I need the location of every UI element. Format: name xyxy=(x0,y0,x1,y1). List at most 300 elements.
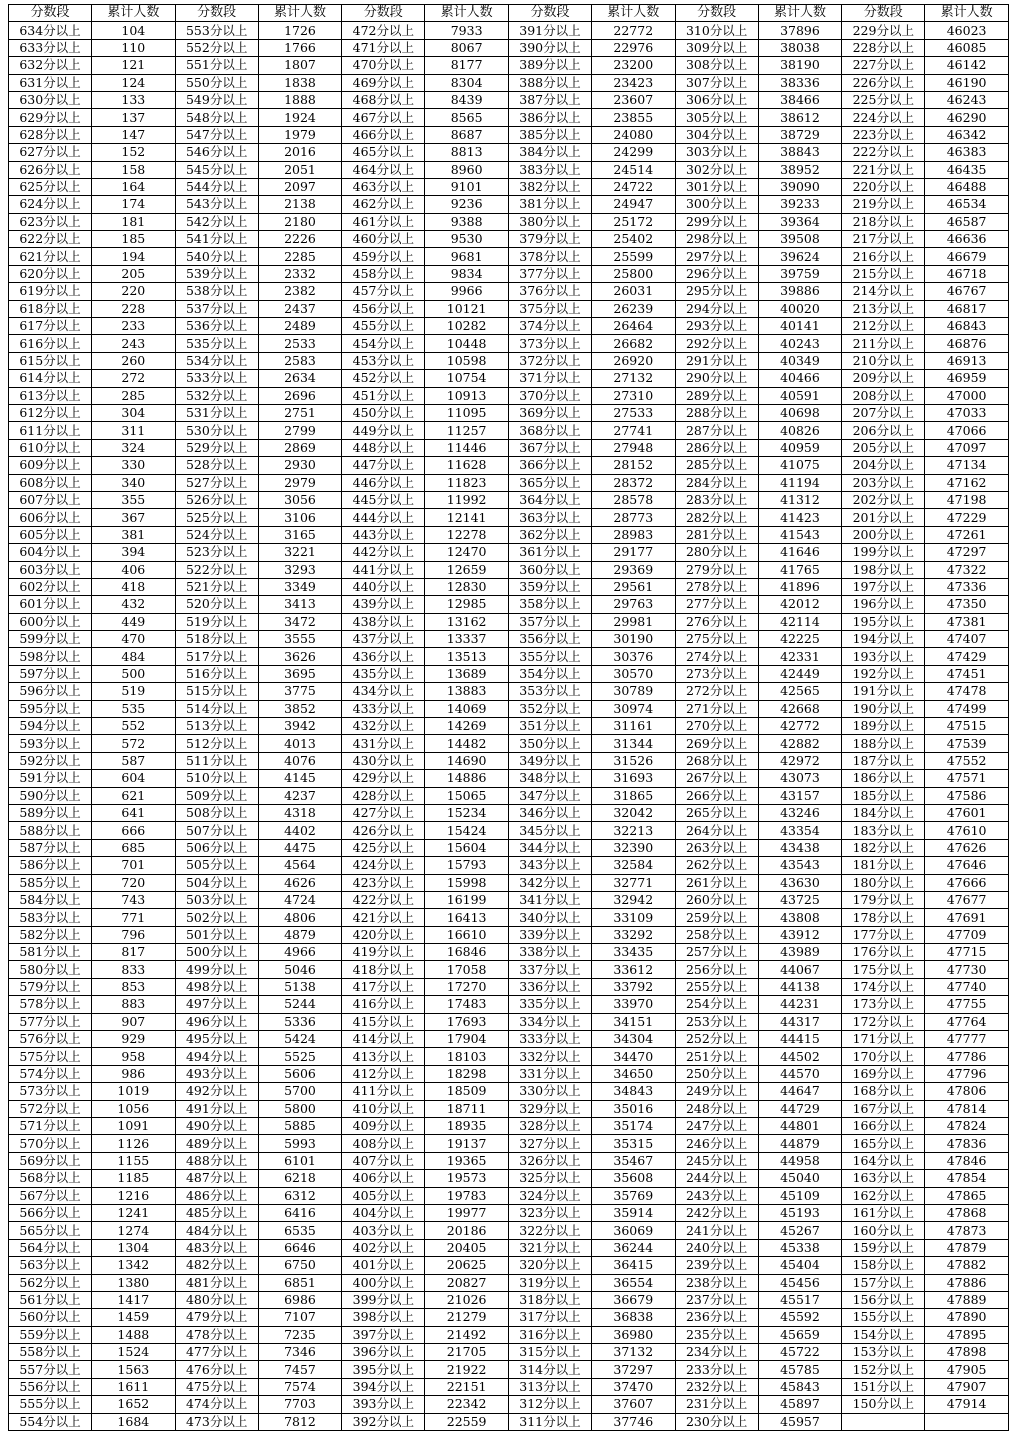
cumulative-count-cell: 22976 xyxy=(591,39,675,56)
score-segment-cell: 376分以上 xyxy=(508,283,591,300)
score-segment-cell: 265分以上 xyxy=(675,804,758,821)
score-segment-cell: 625分以上 xyxy=(9,178,92,195)
score-segment-cell: 386分以上 xyxy=(508,109,591,126)
score-segment-cell: 285分以上 xyxy=(675,457,758,474)
score-segment-cell: 590分以上 xyxy=(9,787,92,804)
score-segment-cell: 201分以上 xyxy=(842,509,925,526)
cumulative-count-cell: 38336 xyxy=(758,74,842,91)
score-segment-cell: 251分以上 xyxy=(675,1048,758,1065)
score-segment-cell: 407分以上 xyxy=(342,1152,425,1169)
cumulative-count-cell: 220 xyxy=(92,283,176,300)
score-segment-cell: 488分以上 xyxy=(175,1152,258,1169)
score-segment-cell: 542分以上 xyxy=(175,213,258,230)
cumulative-count-cell: 39233 xyxy=(758,196,842,213)
cumulative-count-cell: 6750 xyxy=(258,1257,342,1274)
score-segment-cell: 339分以上 xyxy=(508,926,591,943)
score-segment-cell: 457分以上 xyxy=(342,283,425,300)
cumulative-count-cell: 45267 xyxy=(758,1222,842,1239)
score-segment-cell: 545分以上 xyxy=(175,161,258,178)
score-segment-cell: 502分以上 xyxy=(175,909,258,926)
cumulative-count-cell: 185 xyxy=(92,231,176,248)
score-segment-cell: 603分以上 xyxy=(9,561,92,578)
cumulative-count-cell: 8439 xyxy=(425,91,509,108)
cumulative-count-cell: 28983 xyxy=(591,526,675,543)
cumulative-count-cell: 40959 xyxy=(758,439,842,456)
score-segment-cell: 324分以上 xyxy=(508,1187,591,1204)
table-row xyxy=(9,404,1009,421)
cumulative-count-cell: 13689 xyxy=(425,665,509,682)
cumulative-count-cell: 26031 xyxy=(591,283,675,300)
cumulative-count-cell: 47882 xyxy=(925,1257,1009,1274)
table-row xyxy=(9,22,1009,39)
score-segment-cell: 490分以上 xyxy=(175,1118,258,1135)
score-segment-cell: 272分以上 xyxy=(675,683,758,700)
cumulative-count-cell: 46913 xyxy=(925,352,1009,369)
score-segment-cell: 472分以上 xyxy=(342,22,425,39)
cumulative-count-cell: 958 xyxy=(92,1048,176,1065)
cumulative-count-cell: 17270 xyxy=(425,978,509,995)
score-segment-cell: 225分以上 xyxy=(842,91,925,108)
score-segment-cell: 418分以上 xyxy=(342,961,425,978)
score-segment-cell: 214分以上 xyxy=(842,283,925,300)
cumulative-count-cell: 31161 xyxy=(591,718,675,735)
cumulative-count-cell: 34650 xyxy=(591,1065,675,1082)
cumulative-count-cell: 14069 xyxy=(425,700,509,717)
table-row xyxy=(9,944,1009,961)
score-segment-cell: 392分以上 xyxy=(342,1413,425,1430)
score-segment-cell: 561分以上 xyxy=(9,1291,92,1308)
cumulative-count-cell: 8565 xyxy=(425,109,509,126)
cumulative-count-cell: 14482 xyxy=(425,735,509,752)
cumulative-count-cell: 38038 xyxy=(758,39,842,56)
cumulative-count-cell: 47677 xyxy=(925,891,1009,908)
score-segment-cell: 618分以上 xyxy=(9,300,92,317)
score-segment-cell: 380分以上 xyxy=(508,213,591,230)
cumulative-count-cell: 2382 xyxy=(258,283,342,300)
score-segment-cell: 253分以上 xyxy=(675,1013,758,1030)
score-segment-cell: 453分以上 xyxy=(342,352,425,369)
score-segment-cell: 575分以上 xyxy=(9,1048,92,1065)
cumulative-count-cell: 46190 xyxy=(925,74,1009,91)
table-row xyxy=(9,596,1009,613)
score-segment-cell: 585分以上 xyxy=(9,874,92,891)
table-row xyxy=(9,491,1009,508)
score-segment-cell: 390分以上 xyxy=(508,39,591,56)
score-segment-cell: 200分以上 xyxy=(842,526,925,543)
cumulative-count-cell: 47715 xyxy=(925,944,1009,961)
cumulative-count-cell: 7235 xyxy=(258,1326,342,1343)
cumulative-count-cell: 7812 xyxy=(258,1413,342,1430)
cumulative-count-cell: 701 xyxy=(92,857,176,874)
score-segment-cell: 516分以上 xyxy=(175,665,258,682)
score-segment-cell: 277分以上 xyxy=(675,596,758,613)
score-segment-cell: 284分以上 xyxy=(675,474,758,491)
score-segment-cell: 532分以上 xyxy=(175,387,258,404)
score-segment-cell: 608分以上 xyxy=(9,474,92,491)
score-segment-cell: 188分以上 xyxy=(842,735,925,752)
table-row xyxy=(9,1013,1009,1030)
cumulative-count-cell: 1888 xyxy=(258,91,342,108)
score-segment-cell: 413分以上 xyxy=(342,1048,425,1065)
cumulative-count-cell: 46843 xyxy=(925,318,1009,335)
cumulative-count-cell: 2016 xyxy=(258,144,342,161)
score-segment-cell: 313分以上 xyxy=(508,1378,591,1395)
score-segment-cell: 595分以上 xyxy=(9,700,92,717)
score-segment-cell: 555分以上 xyxy=(9,1396,92,1413)
score-segment-cell: 559分以上 xyxy=(9,1326,92,1343)
cumulative-count-cell: 45722 xyxy=(758,1344,842,1361)
score-segment-cell: 152分以上 xyxy=(842,1361,925,1378)
cumulative-count-cell: 43073 xyxy=(758,770,842,787)
score-segment-cell: 447分以上 xyxy=(342,457,425,474)
score-segment-cell: 341分以上 xyxy=(508,891,591,908)
score-segment-cell: 412分以上 xyxy=(342,1065,425,1082)
cumulative-count-cell: 152 xyxy=(92,144,176,161)
score-segment-cell: 267分以上 xyxy=(675,770,758,787)
table-row xyxy=(9,1274,1009,1291)
cumulative-count-cell: 43630 xyxy=(758,874,842,891)
cumulative-count-cell: 27310 xyxy=(591,387,675,404)
cumulative-count-cell: 45957 xyxy=(758,1413,842,1430)
cumulative-count-cell: 2138 xyxy=(258,196,342,213)
cumulative-count-cell: 23607 xyxy=(591,91,675,108)
cumulative-count-cell: 8960 xyxy=(425,161,509,178)
score-segment-cell: 601分以上 xyxy=(9,596,92,613)
score-segment-cell: 274分以上 xyxy=(675,648,758,665)
cumulative-count-cell: 4145 xyxy=(258,770,342,787)
cumulative-count-cell: 18298 xyxy=(425,1065,509,1082)
score-segment-cell: 314分以上 xyxy=(508,1361,591,1378)
score-segment-cell: 565分以上 xyxy=(9,1222,92,1239)
cumulative-count-cell: 37132 xyxy=(591,1344,675,1361)
cumulative-count-cell: 25599 xyxy=(591,248,675,265)
cumulative-count-cell: 9681 xyxy=(425,248,509,265)
score-segment-cell: 416分以上 xyxy=(342,996,425,1013)
cumulative-count-cell: 32390 xyxy=(591,839,675,856)
score-segment-cell: 370分以上 xyxy=(508,387,591,404)
score-segment-cell: 240分以上 xyxy=(675,1239,758,1256)
table-row xyxy=(9,422,1009,439)
score-segment-cell: 442分以上 xyxy=(342,544,425,561)
cumulative-count-cell: 47889 xyxy=(925,1291,1009,1308)
score-segment-cell: 426分以上 xyxy=(342,822,425,839)
cumulative-count-cell: 34470 xyxy=(591,1048,675,1065)
score-segment-cell: 242分以上 xyxy=(675,1204,758,1221)
score-segment-cell: 169分以上 xyxy=(842,1065,925,1082)
cumulative-count-cell: 16846 xyxy=(425,944,509,961)
cumulative-count-cell: 19977 xyxy=(425,1204,509,1221)
cumulative-count-cell: 22772 xyxy=(591,22,675,39)
score-segment-cell: 353分以上 xyxy=(508,683,591,700)
score-segment-cell: 484分以上 xyxy=(175,1222,258,1239)
cumulative-count-cell: 2285 xyxy=(258,248,342,265)
table-row xyxy=(9,1344,1009,1361)
score-segment-cell: 521分以上 xyxy=(175,578,258,595)
score-segment-cell: 446分以上 xyxy=(342,474,425,491)
cumulative-count-cell: 36838 xyxy=(591,1309,675,1326)
score-segment-cell: 486分以上 xyxy=(175,1187,258,1204)
cumulative-count-cell: 47162 xyxy=(925,474,1009,491)
table-row xyxy=(9,39,1009,56)
cumulative-count-cell: 6986 xyxy=(258,1291,342,1308)
score-segment-cell: 282分以上 xyxy=(675,509,758,526)
cumulative-count-cell: 42225 xyxy=(758,631,842,648)
score-segment-cell: 281分以上 xyxy=(675,526,758,543)
cumulative-count-cell: 35914 xyxy=(591,1204,675,1221)
score-segment-cell xyxy=(842,1413,925,1430)
cumulative-count-cell: 40243 xyxy=(758,335,842,352)
score-segment-cell: 268分以上 xyxy=(675,752,758,769)
cumulative-count-cell: 28152 xyxy=(591,457,675,474)
cumulative-count-cell: 833 xyxy=(92,961,176,978)
score-segment-cell: 335分以上 xyxy=(508,996,591,1013)
score-segment-cell: 537分以上 xyxy=(175,300,258,317)
score-segment-cell: 291分以上 xyxy=(675,352,758,369)
table-row xyxy=(9,1222,1009,1239)
cumulative-count-cell: 43989 xyxy=(758,944,842,961)
score-segment-cell: 562分以上 xyxy=(9,1274,92,1291)
cumulative-count-cell: 47229 xyxy=(925,509,1009,526)
score-segment-cell: 404分以上 xyxy=(342,1204,425,1221)
cumulative-count-cell: 929 xyxy=(92,1031,176,1048)
score-segment-cell: 213分以上 xyxy=(842,300,925,317)
table-row xyxy=(9,1239,1009,1256)
score-segment-cell: 401分以上 xyxy=(342,1257,425,1274)
cumulative-count-cell: 29763 xyxy=(591,596,675,613)
cumulative-count-cell: 16610 xyxy=(425,926,509,943)
score-segment-cell: 221分以上 xyxy=(842,161,925,178)
cumulative-count-cell: 38466 xyxy=(758,91,842,108)
score-segment-cell: 473分以上 xyxy=(175,1413,258,1430)
cumulative-count-cell: 367 xyxy=(92,509,176,526)
score-segment-cell: 440分以上 xyxy=(342,578,425,595)
score-segment-cell: 290分以上 xyxy=(675,370,758,387)
cumulative-count-cell: 43725 xyxy=(758,891,842,908)
cumulative-count-cell: 4402 xyxy=(258,822,342,839)
cumulative-count-cell: 3472 xyxy=(258,613,342,630)
cumulative-count-cell: 5800 xyxy=(258,1100,342,1117)
header-cell-segment: 分数段 xyxy=(175,5,258,22)
cumulative-count-cell: 8813 xyxy=(425,144,509,161)
score-segment-cell: 252分以上 xyxy=(675,1031,758,1048)
cumulative-count-cell: 28372 xyxy=(591,474,675,491)
score-segment-cell: 379分以上 xyxy=(508,231,591,248)
table-row xyxy=(9,1326,1009,1343)
cumulative-count-cell: 43912 xyxy=(758,926,842,943)
score-segment-cell: 346分以上 xyxy=(508,804,591,821)
cumulative-count-cell: 6101 xyxy=(258,1152,342,1169)
cumulative-count-cell: 5606 xyxy=(258,1065,342,1082)
cumulative-count-cell: 7107 xyxy=(258,1309,342,1326)
header-row xyxy=(9,5,1009,22)
score-segment-cell: 504分以上 xyxy=(175,874,258,891)
score-segment-cell: 452分以上 xyxy=(342,370,425,387)
score-segment-cell: 417分以上 xyxy=(342,978,425,995)
cumulative-count-cell: 37607 xyxy=(591,1396,675,1413)
cumulative-count-cell: 10282 xyxy=(425,318,509,335)
score-segment-cell: 318分以上 xyxy=(508,1291,591,1308)
score-segment-cell: 569分以上 xyxy=(9,1152,92,1169)
cumulative-count-cell: 340 xyxy=(92,474,176,491)
cumulative-count-cell: 1274 xyxy=(92,1222,176,1239)
score-segment-cell: 572分以上 xyxy=(9,1100,92,1117)
cumulative-count-cell: 19573 xyxy=(425,1170,509,1187)
cumulative-count-cell: 1304 xyxy=(92,1239,176,1256)
score-segment-cell: 567分以上 xyxy=(9,1187,92,1204)
score-segment-cell: 439分以上 xyxy=(342,596,425,613)
score-segment-cell: 352分以上 xyxy=(508,700,591,717)
score-segment-cell: 235分以上 xyxy=(675,1326,758,1343)
cumulative-count-cell: 13513 xyxy=(425,648,509,665)
cumulative-count-cell: 47806 xyxy=(925,1083,1009,1100)
cumulative-count-cell: 1126 xyxy=(92,1135,176,1152)
score-segment-cell: 381分以上 xyxy=(508,196,591,213)
cumulative-count-cell: 14690 xyxy=(425,752,509,769)
cumulative-count-cell: 311 xyxy=(92,422,176,439)
score-segment-cell: 574分以上 xyxy=(9,1065,92,1082)
cumulative-count-cell: 1563 xyxy=(92,1361,176,1378)
score-segment-cell: 372分以上 xyxy=(508,352,591,369)
score-segment-cell: 538分以上 xyxy=(175,283,258,300)
score-segment-cell: 195分以上 xyxy=(842,613,925,630)
score-segment-cell: 270分以上 xyxy=(675,718,758,735)
cumulative-count-cell: 33109 xyxy=(591,909,675,926)
score-segment-cell: 229分以上 xyxy=(842,22,925,39)
cumulative-count-cell: 28578 xyxy=(591,491,675,508)
score-segment-cell: 355分以上 xyxy=(508,648,591,665)
table-row xyxy=(9,683,1009,700)
cumulative-count-cell: 3852 xyxy=(258,700,342,717)
cumulative-count-cell: 15234 xyxy=(425,804,509,821)
score-segment-cell: 448分以上 xyxy=(342,439,425,456)
score-segment-cell: 292分以上 xyxy=(675,335,758,352)
cumulative-count-cell: 260 xyxy=(92,352,176,369)
cumulative-count-cell: 47350 xyxy=(925,596,1009,613)
score-segment-cell: 558分以上 xyxy=(9,1344,92,1361)
score-segment-cell: 474分以上 xyxy=(175,1396,258,1413)
cumulative-count-cell: 38952 xyxy=(758,161,842,178)
cumulative-count-cell: 47381 xyxy=(925,613,1009,630)
cumulative-count-cell: 685 xyxy=(92,839,176,856)
cumulative-count-cell: 42012 xyxy=(758,596,842,613)
score-segment-cell: 591分以上 xyxy=(9,770,92,787)
score-segment-cell: 192分以上 xyxy=(842,665,925,682)
table-row xyxy=(9,874,1009,891)
cumulative-count-cell: 47515 xyxy=(925,718,1009,735)
cumulative-count-cell: 41312 xyxy=(758,491,842,508)
score-segment-cell: 166分以上 xyxy=(842,1118,925,1135)
cumulative-count-cell: 1155 xyxy=(92,1152,176,1169)
cumulative-count-cell: 47854 xyxy=(925,1170,1009,1187)
cumulative-count-cell: 11992 xyxy=(425,491,509,508)
score-segment-cell: 571分以上 xyxy=(9,1118,92,1135)
cumulative-count-cell: 15424 xyxy=(425,822,509,839)
cumulative-count-cell: 4318 xyxy=(258,804,342,821)
cumulative-count-cell: 44502 xyxy=(758,1048,842,1065)
score-segment-cell: 549分以上 xyxy=(175,91,258,108)
cumulative-count-cell: 16413 xyxy=(425,909,509,926)
table-row xyxy=(9,631,1009,648)
cumulative-count-cell: 46435 xyxy=(925,161,1009,178)
cumulative-count-cell: 46383 xyxy=(925,144,1009,161)
cumulative-count-cell: 40349 xyxy=(758,352,842,369)
table-row xyxy=(9,665,1009,682)
score-segment-cell: 312分以上 xyxy=(508,1396,591,1413)
score-segment-cell: 398分以上 xyxy=(342,1309,425,1326)
score-segment-cell: 582分以上 xyxy=(9,926,92,943)
cumulative-count-cell: 41194 xyxy=(758,474,842,491)
score-segment-cell: 349分以上 xyxy=(508,752,591,769)
cumulative-count-cell: 40020 xyxy=(758,300,842,317)
cumulative-count-cell: 47000 xyxy=(925,387,1009,404)
score-segment-cell: 205分以上 xyxy=(842,439,925,456)
table-row xyxy=(9,1065,1009,1082)
cumulative-count-cell: 2180 xyxy=(258,213,342,230)
score-segment-cell: 174分以上 xyxy=(842,978,925,995)
cumulative-count-cell: 4966 xyxy=(258,944,342,961)
score-segment-cell: 394分以上 xyxy=(342,1378,425,1395)
score-segment-cell: 384分以上 xyxy=(508,144,591,161)
score-segment-cell: 529分以上 xyxy=(175,439,258,456)
cumulative-count-cell: 27741 xyxy=(591,422,675,439)
cumulative-count-cell: 33435 xyxy=(591,944,675,961)
cumulative-count-cell: 47898 xyxy=(925,1344,1009,1361)
score-segment-cell: 598分以上 xyxy=(9,648,92,665)
score-segment-cell: 297分以上 xyxy=(675,248,758,265)
cumulative-count-cell: 47261 xyxy=(925,526,1009,543)
cumulative-count-cell: 45785 xyxy=(758,1361,842,1378)
cumulative-count-cell: 45659 xyxy=(758,1326,842,1343)
score-segment-cell: 182分以上 xyxy=(842,839,925,856)
table-row xyxy=(9,457,1009,474)
score-segment-cell: 332分以上 xyxy=(508,1048,591,1065)
score-segment-cell: 536分以上 xyxy=(175,318,258,335)
score-segment-cell: 304分以上 xyxy=(675,126,758,143)
score-segment-cell: 347分以上 xyxy=(508,787,591,804)
score-segment-cell: 482分以上 xyxy=(175,1257,258,1274)
score-segment-cell: 178分以上 xyxy=(842,909,925,926)
header-cell-count: 累计人数 xyxy=(925,5,1009,22)
cumulative-count-cell: 15793 xyxy=(425,857,509,874)
cumulative-count-cell: 1524 xyxy=(92,1344,176,1361)
cumulative-count-cell: 45404 xyxy=(758,1257,842,1274)
cumulative-count-cell: 32584 xyxy=(591,857,675,874)
cumulative-count-cell: 35174 xyxy=(591,1118,675,1135)
cumulative-count-cell: 37470 xyxy=(591,1378,675,1395)
cumulative-count-cell: 24722 xyxy=(591,178,675,195)
score-segment-cell: 362分以上 xyxy=(508,526,591,543)
score-segment-cell: 579分以上 xyxy=(9,978,92,995)
score-segment-cell: 633分以上 xyxy=(9,39,92,56)
score-segment-cell: 393分以上 xyxy=(342,1396,425,1413)
cumulative-count-cell: 21026 xyxy=(425,1291,509,1308)
cumulative-count-cell: 243 xyxy=(92,335,176,352)
score-segment-cell: 511分以上 xyxy=(175,752,258,769)
score-segment-cell: 249分以上 xyxy=(675,1083,758,1100)
score-segment-cell: 170分以上 xyxy=(842,1048,925,1065)
cumulative-count-cell: 720 xyxy=(92,874,176,891)
score-segment-cell: 441分以上 xyxy=(342,561,425,578)
cumulative-count-cell: 46023 xyxy=(925,22,1009,39)
score-segment-cell: 348分以上 xyxy=(508,770,591,787)
score-segment-cell: 323分以上 xyxy=(508,1204,591,1221)
cumulative-count-cell: 2489 xyxy=(258,318,342,335)
cumulative-count-cell: 1979 xyxy=(258,126,342,143)
cumulative-count-cell: 47786 xyxy=(925,1048,1009,1065)
cumulative-count-cell: 21492 xyxy=(425,1326,509,1343)
score-segment-cell: 406分以上 xyxy=(342,1170,425,1187)
score-segment-cell: 395分以上 xyxy=(342,1361,425,1378)
